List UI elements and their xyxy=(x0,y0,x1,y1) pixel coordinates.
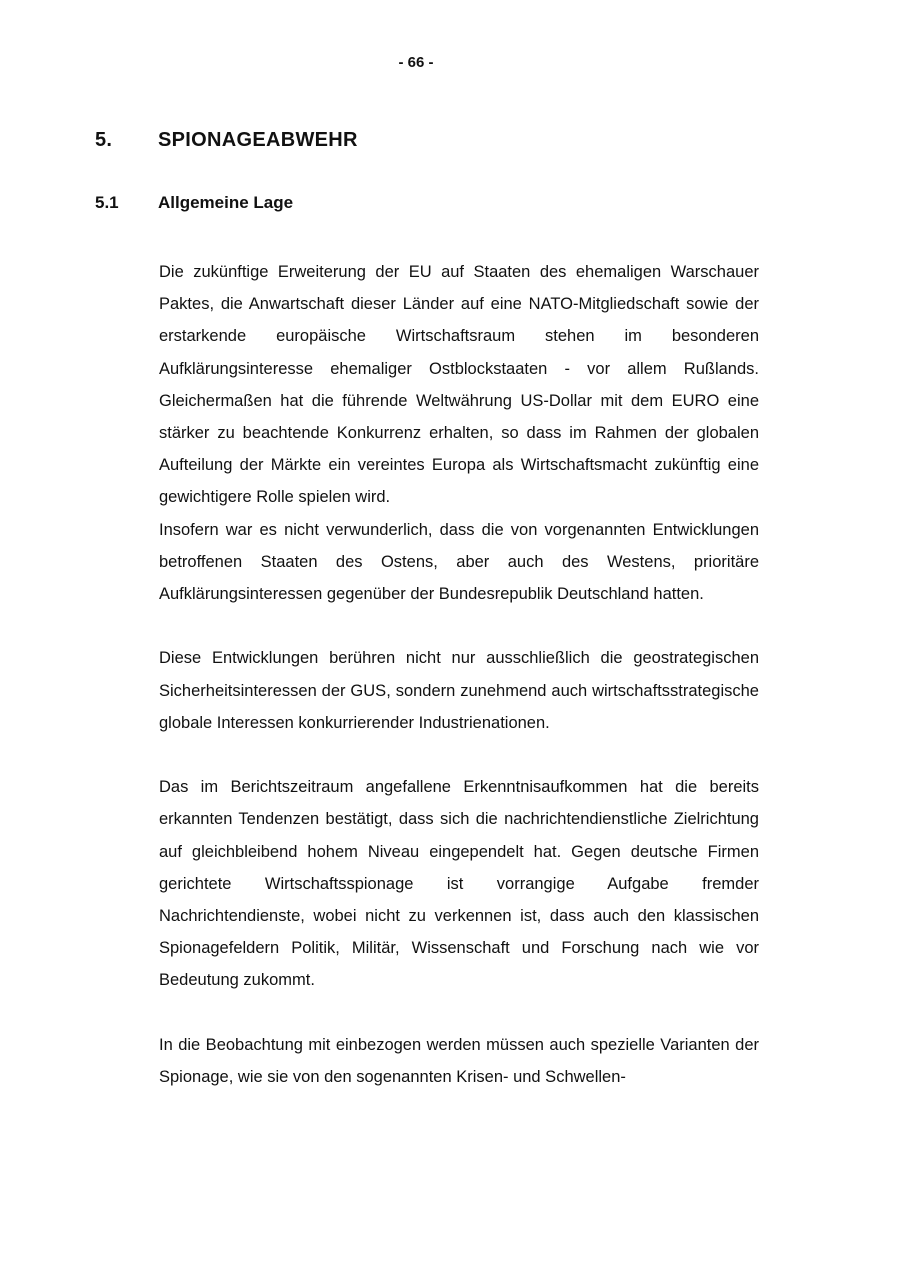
paragraph-3: Diese Entwicklungen berühren nicht nur ausschließlich die geostrategischen Sicherheitsinteressen der GUS, sondern zunehmend auch wirtschaftsstrategische globale Interessen konkurrierender Industrienationen. xyxy=(159,649,759,732)
paragraph-5: In die Beobachtung mit einbezogen werden müssen auch spezielle Varianten der Spionage, wie sie von den sogenannten Krisen- und Schwellen- xyxy=(159,1035,759,1087)
subsection-title: Allgemeine Lage xyxy=(158,193,294,212)
page-number: - 66 - xyxy=(398,54,434,71)
paragraph-4: Das im Berichtszeitraum angefallene Erkenntnisaufkommen hat die bereits erkannten Tendenzen bestätigt, dass sich die nachrichtendienstliche Zielrichtung auf gleichbleibend hohem Niveau eingependelt hat. Gegen deutsche Firmen gerichtete Wirtschaftsspionage ist vorrangige Aufgabe fremder Nachrichtendienste, wobei nicht zu verkennen ist, dass auch den klassischen Spionagefeldern Politik, Militär, Wissenschaft und Forschung nach wie vor Bedeutung zukommt. xyxy=(159,778,759,990)
paragraph-1: Die zukünftige Erweiterung der EU auf Staaten des ehemaligen Warschauer Paktes, die Anwartschaft dieser Länder auf eine NATO-Mitgliedschaft sowie der erstarkende europäische Wirtschaftsraum stehen im besonderen Aufklärungsinteresse ehemaliger Ostblockstaaten - vor allem Rußlands. Gleichermaßen hat die führende Weltwährung US-Dollar mit dem EURO eine stärker zu beachtende Konkurrenz erhalten, so dass im Rahmen der globalen Aufteilung der Märkte ein vereintes Europa als Wirtschaftsmacht zukünftig eine gewichtigere Rolle spielen wird. xyxy=(159,263,759,507)
paragraph-2: Insofern war es nicht verwunderlich, dass die von vorgenannten Entwicklungen betroffenen Staaten des Ostens, aber auch des Westens, prioritäre Aufklärungsinteressen gegenüber der Bundesrepublik Deutschland hatten. xyxy=(159,520,759,604)
body-text xyxy=(159,256,759,1093)
section-number: 5. xyxy=(95,129,113,151)
subsection-heading xyxy=(95,193,293,213)
subsection-number: 5.1 xyxy=(95,193,119,212)
section-title: SPIONAGEABWEHR xyxy=(158,129,358,151)
section-heading xyxy=(95,129,358,152)
